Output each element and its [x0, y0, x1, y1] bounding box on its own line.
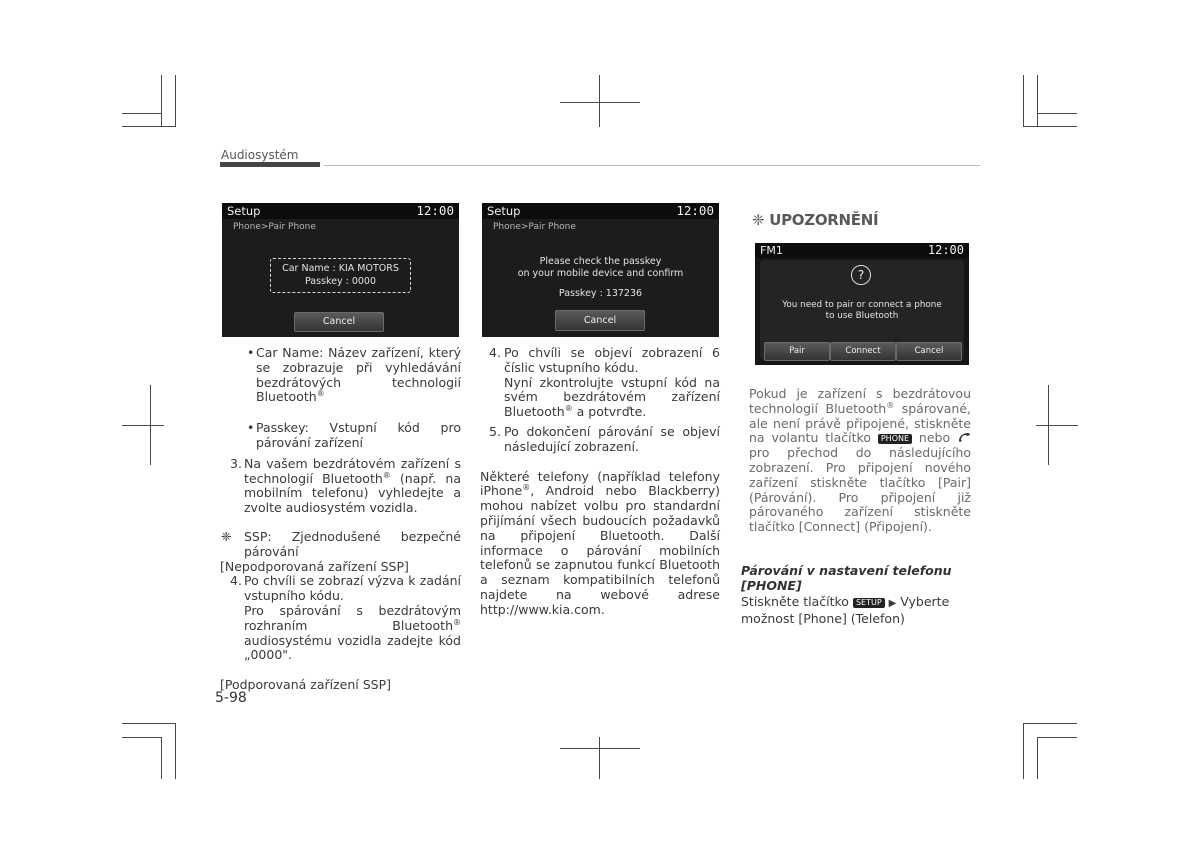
screen-clock: 12:00: [416, 203, 454, 218]
setup-key: SETUP: [853, 598, 885, 608]
column-2: [480, 346, 720, 618]
crop-mark: [1037, 75, 1038, 127]
crop-mark: [1023, 723, 1024, 779]
registration-mark: [560, 102, 640, 103]
screen-pair-phone-passkey: [482, 203, 719, 337]
crop-mark: [1023, 75, 1024, 127]
sub-heading: Párování v nastavení telefonu [PHONE]: [741, 563, 952, 593]
crop-mark: [122, 126, 176, 127]
step-number: 3.: [230, 455, 242, 471]
step-number: 5.: [489, 423, 501, 439]
pair-button[interactable]: Pair: [764, 342, 830, 361]
phone-key: PHONE: [878, 434, 912, 444]
notice-mark: ❈: [752, 211, 765, 229]
crop-mark: [122, 113, 162, 114]
supported-ssp-label: [Podporovaná zařízení SSP]: [220, 677, 391, 693]
crop-mark: [175, 75, 176, 127]
screen-title: FM1: [760, 244, 783, 257]
compatibility-paragraph: Některé telefony (například telefony iPhone®, Android nebo Blackberry) mohou nabízet volbu pro standardní přijímání všech budoucích požadavků na připojení Bluetooth. Další informace o párování mobilních telefonů se zapnutou funkcí Bluetooth a seznam kompatibilních telefonů najdete na webové adrese http://www.kia.com.: [480, 468, 720, 617]
step-text-2: Pro spárování s bezdrátovým rozhraním Bluetooth® audiosystému vozidla zadejte kód „0000".: [244, 602, 461, 663]
screen-title: Setup: [487, 204, 521, 218]
step-text: Po chvíli se zobrazí výzva k zadání vstupního kódu.: [244, 573, 461, 604]
step-text: Po dokončení párování se objeví následující zobrazení.: [504, 423, 720, 454]
instruction-paragraph: [741, 595, 981, 627]
cancel-button[interactable]: Cancel: [294, 312, 384, 332]
registration-mark: [560, 748, 640, 749]
column-3: [749, 387, 971, 535]
step-text-2: Nyní zkontrolujte vstupní kód na svém bezdrátovém zařízení Bluetooth® a potvrďte.: [504, 374, 720, 420]
passkey-text: Passkey : 0000: [304, 276, 377, 287]
question-icon: ?: [851, 265, 871, 285]
crop-mark: [1037, 113, 1077, 114]
cancel-button[interactable]: Cancel: [555, 310, 645, 331]
step-text: Po chvíli se objeví zobrazení 6 číslic vstupního kódu.: [504, 345, 720, 375]
passkey-text: Passkey : 137236: [558, 288, 643, 299]
notice-paragraph: Pokud je zařízení s bezdrátovou technologií Bluetooth® spárované, ale není právě připojené, stiskněte na volantu tlačítko PHONE nebo pro přechod do následujícího zobrazení. Pro připojení nového zařízení stiskněte tlačítko [Pair] (Párování). Pro připojení již párovaného zařízení stiskněte tlačítko [Connect] (Připojení).: [749, 386, 971, 535]
bullet-car-name: [220, 346, 461, 405]
step-3: [220, 457, 461, 516]
bullet-text: Passkey: Vstupní kód pro párování zařízení: [256, 420, 461, 450]
passkey-instruction-1: Please check the passkey: [539, 256, 662, 267]
screen-clock: 12:00: [676, 203, 714, 218]
phone-handset-icon: [957, 432, 971, 443]
step-4: [480, 346, 720, 420]
arrow-right-icon: ▶: [888, 598, 897, 609]
unsupported-ssp-label: [Nepodporovaná zařízení SSP]: [220, 558, 409, 574]
header-rule: [324, 165, 980, 166]
instruction-text: Stiskněte tlačítko SETUP ▶ Vyberte možnost [Phone] (Telefon): [741, 594, 950, 626]
connect-button[interactable]: Connect: [830, 342, 896, 361]
header-bar: [220, 162, 320, 167]
bullet-text: Car Name: Název zařízení, který se zobrazuje při vyhledávání bezdrátových technologií Bluetooth®: [256, 345, 461, 405]
step-number: 4.: [230, 573, 242, 589]
crop-mark: [1023, 723, 1077, 724]
bluetooth-message-1: You need to pair or connect a phone: [782, 300, 942, 310]
registration-mark: [122, 425, 164, 426]
screen-breadcrumb: Phone>Pair Phone: [233, 222, 316, 232]
step-number: 4.: [489, 345, 501, 360]
screen-title: Setup: [227, 204, 261, 218]
crop-mark: [161, 737, 162, 779]
step-text: Na vašem bezdrátovém zařízení s technologií Bluetooth® (např. na mobilním telefonu) vyhledejte a zvolte audiosystém vozidla.: [244, 455, 461, 516]
screen-fm1-bluetooth: [755, 243, 969, 365]
bullet-passkey: [220, 421, 461, 451]
bullet-mark: •: [247, 345, 255, 360]
crop-mark: [122, 723, 176, 724]
step-4: [220, 574, 461, 663]
registration-mark: [1036, 425, 1078, 426]
screen-clock: 12:00: [927, 243, 964, 257]
bullet-mark: •: [247, 420, 255, 436]
cancel-button[interactable]: Cancel: [896, 342, 962, 361]
crop-mark: [1023, 126, 1077, 127]
note-mark: ❈: [221, 528, 232, 544]
column-1: [220, 346, 461, 693]
passkey-instruction-2: on your mobile device and confirm: [517, 268, 684, 279]
note-text: SSP: Zjednodušené bezpečné párování: [244, 528, 461, 559]
notice-title: ❈ UPOZORNĚNÍ: [752, 211, 879, 229]
car-name-text: Car Name : KIA MOTORS: [282, 263, 399, 274]
bluetooth-message-2: to use Bluetooth: [825, 311, 899, 321]
page-number: 5-98: [215, 690, 247, 706]
crop-mark: [122, 737, 162, 738]
crop-mark: [161, 75, 162, 127]
screen-breadcrumb: Phone>Pair Phone: [493, 222, 576, 232]
registration-mark: [599, 737, 600, 779]
crop-mark: [175, 723, 176, 779]
ssp-note: [220, 530, 461, 560]
registration-mark: [599, 75, 600, 127]
section-header: Audiosystém: [221, 148, 299, 162]
step-5: [480, 425, 720, 455]
screen-pair-phone-carname: [222, 203, 459, 337]
crop-mark: [1037, 737, 1038, 779]
crop-mark: [1037, 737, 1077, 738]
